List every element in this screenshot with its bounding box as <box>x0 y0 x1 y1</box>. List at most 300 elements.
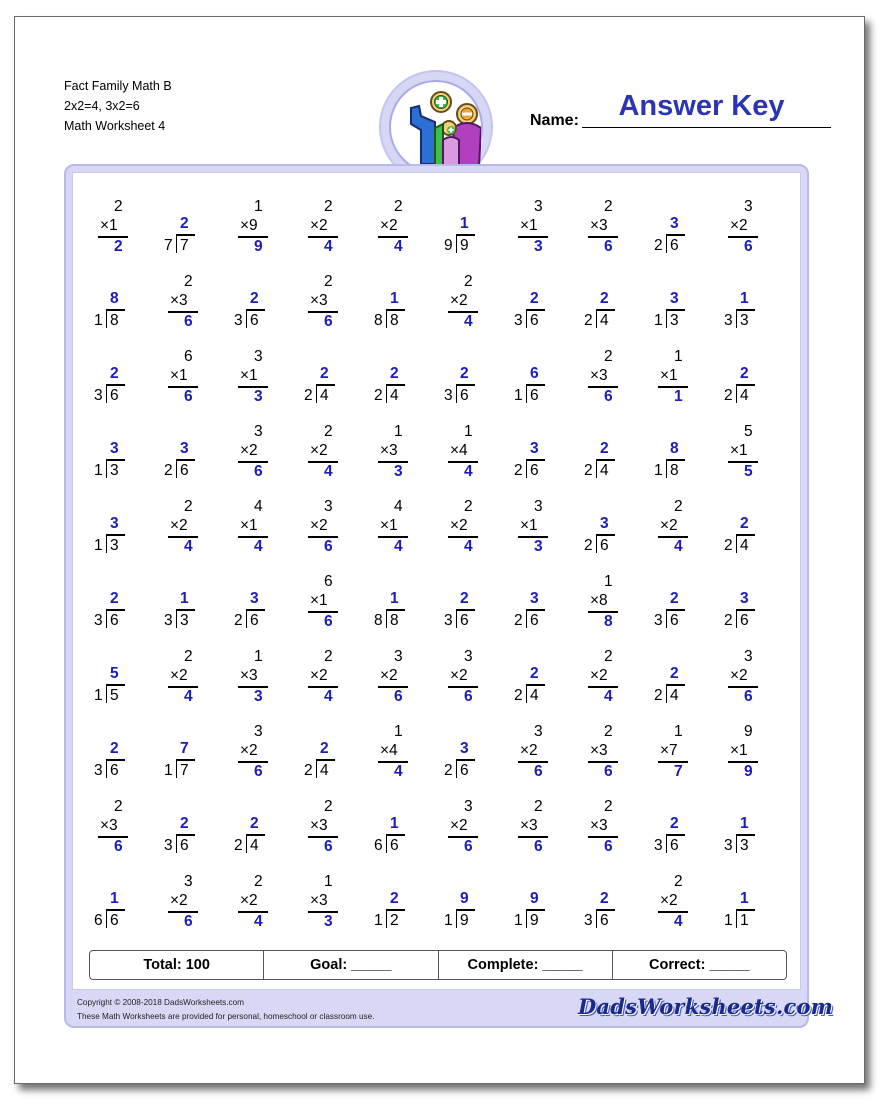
divisor: 2 <box>514 687 523 704</box>
divisor: 2 <box>304 762 313 779</box>
division-bracket <box>736 609 737 628</box>
divisor: 2 <box>584 537 593 554</box>
bottom-factor: ×3 <box>590 217 608 234</box>
top-factor: 1 <box>254 198 263 215</box>
division-bracket <box>106 534 107 553</box>
answer: 6 <box>534 838 543 855</box>
answer: 4 <box>604 688 613 705</box>
answer-line <box>308 686 338 688</box>
bottom-factor: ×3 <box>310 892 328 909</box>
top-factor: 3 <box>534 498 543 515</box>
top-factor: 1 <box>674 723 683 740</box>
division-bar <box>107 909 125 911</box>
divisor: 8 <box>374 612 383 629</box>
bottom-factor: ×2 <box>170 892 188 909</box>
division-bracket <box>666 684 667 703</box>
top-factor: 2 <box>184 648 193 665</box>
divisor: 2 <box>584 462 593 479</box>
division-bar <box>737 909 755 911</box>
quotient: 8 <box>670 440 679 457</box>
division-bar <box>457 759 475 761</box>
name-label: Name: <box>530 112 579 129</box>
quotient: 1 <box>740 890 749 907</box>
division-bar <box>667 234 685 236</box>
answer-line <box>378 536 408 538</box>
division-problem <box>368 573 438 645</box>
dividend: 4 <box>670 687 679 704</box>
division-bracket <box>736 534 737 553</box>
answer: 6 <box>184 913 193 930</box>
division-bracket <box>526 384 527 403</box>
answer-line <box>98 836 128 838</box>
divisor: 2 <box>164 462 173 479</box>
top-factor: 2 <box>324 648 333 665</box>
division-bracket <box>666 834 667 853</box>
division-bracket <box>736 834 737 853</box>
bottom-factor: ×3 <box>310 292 328 309</box>
answer: 6 <box>464 838 473 855</box>
division-bar <box>247 309 265 311</box>
division-bracket <box>246 309 247 328</box>
top-factor: 2 <box>114 798 123 815</box>
quotient: 2 <box>530 665 539 682</box>
dividend: 4 <box>250 837 259 854</box>
answer-line <box>588 686 618 688</box>
top-factor: 2 <box>464 498 473 515</box>
quotient: 2 <box>460 590 469 607</box>
division-problem <box>228 273 298 345</box>
bottom-factor: ×2 <box>310 517 328 534</box>
worksheet-subtitle: 2x2=4, 3x2=6 <box>64 99 140 113</box>
division-bar <box>107 459 125 461</box>
quotient: 2 <box>320 365 329 382</box>
top-factor: 3 <box>324 498 333 515</box>
name-line <box>582 127 831 128</box>
multiplication-problem <box>298 873 368 945</box>
multiplication-problem <box>718 198 788 270</box>
answer-line <box>238 236 268 238</box>
answer: 5 <box>744 463 753 480</box>
bottom-factor: ×1 <box>240 517 258 534</box>
dividend: 2 <box>390 912 399 929</box>
dividend: 6 <box>110 912 119 929</box>
division-problem <box>158 423 228 495</box>
multiplication-problem <box>718 648 788 720</box>
multiplication-problem <box>298 648 368 720</box>
answer: 2 <box>114 238 123 255</box>
multiplication-problem <box>508 798 578 870</box>
dividend: 5 <box>110 687 119 704</box>
answer-line <box>518 836 548 838</box>
dividend: 6 <box>180 462 189 479</box>
bottom-factor: ×2 <box>590 667 608 684</box>
answer-line <box>308 536 338 538</box>
multiplication-problem <box>508 498 578 570</box>
bottom-factor: ×2 <box>240 442 258 459</box>
division-bracket <box>246 834 247 853</box>
bottom-factor: ×1 <box>170 367 188 384</box>
division-bar <box>667 309 685 311</box>
division-problem <box>158 723 228 795</box>
divisor: 8 <box>374 312 383 329</box>
division-problem <box>648 273 718 345</box>
dividend: 6 <box>110 612 119 629</box>
division-bracket <box>176 459 177 478</box>
quotient: 3 <box>530 440 539 457</box>
division-bar <box>317 384 335 386</box>
bottom-factor: ×2 <box>380 217 398 234</box>
score-bar <box>89 950 787 980</box>
divisor: 2 <box>234 837 243 854</box>
division-bracket <box>386 309 387 328</box>
quotient: 3 <box>180 440 189 457</box>
divisor: 1 <box>514 912 523 929</box>
answer: 4 <box>324 688 333 705</box>
dividend: 7 <box>180 762 189 779</box>
multiplication-problem <box>298 573 368 645</box>
quotient: 5 <box>110 665 119 682</box>
answer: 6 <box>324 838 333 855</box>
top-factor: 2 <box>324 423 333 440</box>
dividend: 6 <box>600 912 609 929</box>
bottom-factor: ×1 <box>730 742 748 759</box>
answer-line <box>238 686 268 688</box>
division-bar <box>177 234 195 236</box>
multiplication-problem <box>718 423 788 495</box>
divisor: 3 <box>164 837 173 854</box>
answer: 6 <box>604 388 613 405</box>
quotient: 2 <box>110 365 119 382</box>
division-bracket <box>246 609 247 628</box>
top-factor: 3 <box>184 873 193 890</box>
bottom-factor: ×2 <box>310 667 328 684</box>
multiplication-problem <box>368 498 438 570</box>
division-problem <box>298 723 368 795</box>
bottom-factor: ×3 <box>100 817 118 834</box>
division-bracket <box>596 909 597 928</box>
answer: 6 <box>604 238 613 255</box>
division-bar <box>737 834 755 836</box>
answer: 6 <box>324 613 333 630</box>
quotient: 2 <box>110 740 119 757</box>
division-problem <box>718 348 788 420</box>
quotient: 2 <box>740 515 749 532</box>
bottom-factor: ×3 <box>310 817 328 834</box>
division-problem <box>88 423 158 495</box>
quotient: 3 <box>110 515 119 532</box>
divisor: 3 <box>444 612 453 629</box>
answer: 4 <box>464 313 473 330</box>
multiplication-problem <box>228 198 298 270</box>
top-factor: 3 <box>254 423 263 440</box>
bottom-factor: ×1 <box>310 592 328 609</box>
bottom-factor: ×2 <box>520 742 538 759</box>
multiplication-problem <box>578 648 648 720</box>
answer-key-title: Answer Key <box>618 90 785 122</box>
top-factor: 2 <box>604 348 613 365</box>
top-factor: 3 <box>744 648 753 665</box>
answer-line <box>588 386 618 388</box>
answer: 4 <box>674 538 683 555</box>
multiplication-problem <box>438 648 508 720</box>
division-problem <box>508 648 578 720</box>
dividend: 8 <box>110 312 119 329</box>
answer-line <box>238 386 268 388</box>
multiplication-problem <box>438 798 508 870</box>
quotient: 3 <box>530 590 539 607</box>
multiplication-problem <box>648 348 718 420</box>
division-problem <box>438 723 508 795</box>
top-factor: 2 <box>604 198 613 215</box>
answer-line <box>518 761 548 763</box>
answer: 6 <box>254 463 263 480</box>
top-factor: 2 <box>394 198 403 215</box>
answer-line <box>658 386 688 388</box>
bottom-factor: ×1 <box>240 367 258 384</box>
division-problem <box>88 648 158 720</box>
division-bar <box>527 909 545 911</box>
division-bracket <box>456 384 457 403</box>
multiplication-problem <box>368 423 438 495</box>
divisor: 1 <box>94 462 103 479</box>
multiplication-problem <box>578 573 648 645</box>
divisor: 1 <box>94 312 103 329</box>
dividend: 6 <box>460 762 469 779</box>
dividend: 9 <box>460 912 469 929</box>
division-problem <box>368 873 438 945</box>
answer-line <box>168 311 198 313</box>
division-bracket <box>386 384 387 403</box>
dividend: 6 <box>390 837 399 854</box>
quotient: 3 <box>670 215 679 232</box>
divisor: 2 <box>724 387 733 404</box>
divisor: 2 <box>374 387 383 404</box>
division-bar <box>177 609 195 611</box>
divisor: 2 <box>514 612 523 629</box>
answer-line <box>168 686 198 688</box>
division-bar <box>247 834 265 836</box>
divisor: 3 <box>654 612 663 629</box>
answer-line <box>378 686 408 688</box>
bottom-factor: ×3 <box>520 817 538 834</box>
multiplication-problem <box>368 198 438 270</box>
quotient: 3 <box>110 440 119 457</box>
division-problem <box>508 348 578 420</box>
multiplication-problem <box>438 423 508 495</box>
top-factor: 5 <box>744 423 753 440</box>
divisor: 1 <box>654 312 663 329</box>
division-bracket <box>526 309 527 328</box>
answer-line <box>448 686 478 688</box>
complete-cell: Complete: _____ <box>439 951 613 979</box>
bottom-factor: ×1 <box>660 367 678 384</box>
dividend: 4 <box>740 387 749 404</box>
divisor: 3 <box>234 312 243 329</box>
quotient: 2 <box>180 815 189 832</box>
answer-line <box>98 236 128 238</box>
dividend: 6 <box>110 387 119 404</box>
division-bracket <box>666 459 667 478</box>
divisor: 3 <box>94 762 103 779</box>
divisor: 1 <box>374 912 383 929</box>
answer-line <box>238 461 268 463</box>
quotient: 3 <box>670 290 679 307</box>
dividend: 3 <box>180 612 189 629</box>
top-factor: 2 <box>464 273 473 290</box>
division-bar <box>597 459 615 461</box>
quotient: 2 <box>740 365 749 382</box>
divisor: 1 <box>724 912 733 929</box>
answer-line <box>588 836 618 838</box>
division-problem <box>648 423 718 495</box>
division-bracket <box>736 384 737 403</box>
top-factor: 6 <box>184 348 193 365</box>
answer: 4 <box>464 538 473 555</box>
answer-line <box>238 911 268 913</box>
division-bar <box>387 384 405 386</box>
division-bar <box>247 609 265 611</box>
division-bracket <box>176 609 177 628</box>
top-factor: 2 <box>324 198 333 215</box>
quotient: 2 <box>180 215 189 232</box>
answer-line <box>168 386 198 388</box>
answer: 3 <box>394 463 403 480</box>
dividend: 3 <box>740 837 749 854</box>
bottom-factor: ×7 <box>660 742 678 759</box>
division-bracket <box>176 759 177 778</box>
total-cell: Total: 100 <box>90 951 264 979</box>
answer: 4 <box>324 238 333 255</box>
dividend: 6 <box>670 612 679 629</box>
top-factor: 2 <box>674 873 683 890</box>
multiplication-problem <box>158 273 228 345</box>
dividend: 4 <box>320 387 329 404</box>
division-problem <box>578 423 648 495</box>
bottom-factor: ×3 <box>590 817 608 834</box>
division-bar <box>667 834 685 836</box>
divisor: 3 <box>94 612 103 629</box>
answer: 6 <box>744 688 753 705</box>
top-factor: 2 <box>184 498 193 515</box>
bottom-factor: ×2 <box>450 817 468 834</box>
top-factor: 1 <box>394 423 403 440</box>
division-problem <box>648 648 718 720</box>
answer: 9 <box>254 238 263 255</box>
quotient: 2 <box>250 815 259 832</box>
division-problem <box>718 573 788 645</box>
top-factor: 1 <box>394 723 403 740</box>
dividend: 1 <box>740 912 749 929</box>
top-factor: 2 <box>254 873 263 890</box>
division-bar <box>457 234 475 236</box>
division-problem <box>648 798 718 870</box>
dividend: 3 <box>110 537 119 554</box>
division-bar <box>317 759 335 761</box>
multiplication-problem <box>578 198 648 270</box>
division-bar <box>597 909 615 911</box>
bottom-factor: ×2 <box>730 217 748 234</box>
answer: 3 <box>254 688 263 705</box>
division-problem <box>88 348 158 420</box>
divisor: 6 <box>374 837 383 854</box>
quotient: 3 <box>250 590 259 607</box>
division-problem <box>158 798 228 870</box>
bottom-factor: ×4 <box>450 442 468 459</box>
bottom-factor: ×4 <box>380 742 398 759</box>
division-bracket <box>596 309 597 328</box>
answer: 7 <box>674 763 683 780</box>
answer-line <box>448 836 478 838</box>
quotient: 1 <box>110 890 119 907</box>
top-factor: 3 <box>394 648 403 665</box>
division-bracket <box>106 909 107 928</box>
top-factor: 2 <box>184 273 193 290</box>
division-bracket <box>106 459 107 478</box>
division-problem <box>718 873 788 945</box>
multiplication-problem <box>158 873 228 945</box>
answer: 3 <box>534 538 543 555</box>
top-factor: 2 <box>604 723 613 740</box>
quotient: 1 <box>460 215 469 232</box>
dividend: 4 <box>530 687 539 704</box>
bottom-factor: ×3 <box>380 442 398 459</box>
division-bar <box>387 309 405 311</box>
multiplication-problem <box>718 723 788 795</box>
quotient: 1 <box>390 290 399 307</box>
answer-line <box>728 686 758 688</box>
division-bracket <box>106 309 107 328</box>
answer: 4 <box>394 538 403 555</box>
division-problem <box>508 573 578 645</box>
multiplication-problem <box>88 198 158 270</box>
divisor: 7 <box>164 237 173 254</box>
dividend: 3 <box>670 312 679 329</box>
division-bar <box>107 759 125 761</box>
dividend: 6 <box>250 612 259 629</box>
answer: 4 <box>254 913 263 930</box>
bottom-factor: ×2 <box>240 742 258 759</box>
quotient: 7 <box>180 740 189 757</box>
bottom-factor: ×2 <box>170 517 188 534</box>
top-factor: 2 <box>604 798 613 815</box>
top-factor: 3 <box>744 198 753 215</box>
top-factor: 2 <box>114 198 123 215</box>
multiplication-problem <box>228 498 298 570</box>
bottom-factor: ×1 <box>520 517 538 534</box>
division-bracket <box>666 234 667 253</box>
answer-line <box>588 236 618 238</box>
answer: 4 <box>394 238 403 255</box>
answer: 4 <box>394 763 403 780</box>
division-problem <box>578 498 648 570</box>
divisor: 6 <box>94 912 103 929</box>
division-problem <box>718 273 788 345</box>
answer-line <box>448 311 478 313</box>
division-bar <box>387 834 405 836</box>
top-factor: 1 <box>324 873 333 890</box>
division-problem <box>718 798 788 870</box>
top-factor: 9 <box>744 723 753 740</box>
division-problem <box>368 273 438 345</box>
division-bar <box>107 609 125 611</box>
division-problem <box>88 873 158 945</box>
division-bracket <box>106 684 107 703</box>
answer: 6 <box>394 688 403 705</box>
divisor: 9 <box>444 237 453 254</box>
bottom-factor: ×2 <box>310 217 328 234</box>
quotient: 2 <box>670 815 679 832</box>
quotient: 3 <box>740 590 749 607</box>
